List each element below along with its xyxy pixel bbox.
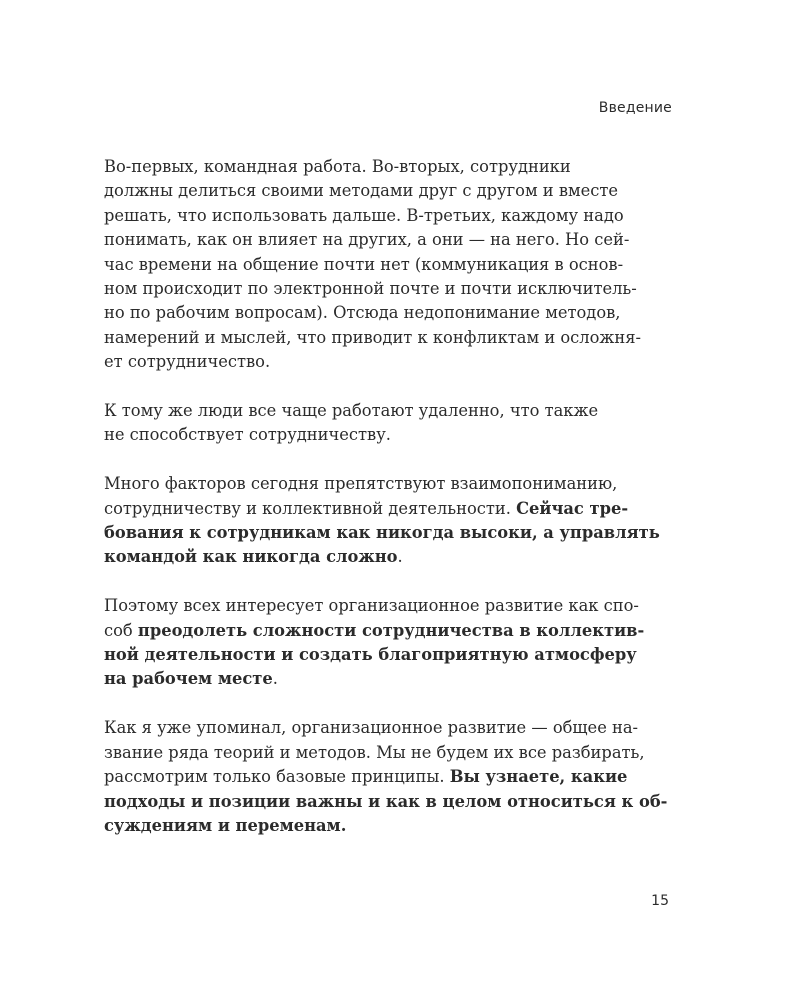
text-line [104,228,679,252]
text-line [104,155,679,179]
text-run: не способствует сотрудничеству. [104,425,391,445]
text-line [104,326,679,350]
text-line [104,253,679,277]
text-line [104,765,679,789]
text-run: решать, что использовать дальше. В-третьих, каждому надо [104,205,624,225]
text-line [104,423,679,447]
text-line [104,399,679,423]
paragraph [104,155,679,375]
text-run: должны делиться своими методами друг с другом и вместе [104,181,619,201]
bold-text: Вы узнаете, какие [449,767,628,787]
text-line [104,179,679,203]
text-line [104,814,679,838]
text-run: Поэтому всех интересует организационное развитие как спо- [104,596,639,616]
bold-text: командой как никогда сложно [104,547,398,567]
text-line [104,594,679,618]
text-run: К тому же люди все чаще работают удаленно, что также [104,401,599,421]
bold-text: бования к сотрудникам как никогда высоки, а управлять [104,523,660,543]
bold-text: на рабочем месте [104,669,273,689]
text-line [104,204,679,228]
text-line [104,643,679,667]
text-run: ет сотрудничество. [104,352,271,372]
bold-text: подходы и позиции важны и как в целом относиться к об- [104,791,668,811]
text-run: рассмотрим только базовые принципы. [104,767,450,787]
text-line [104,472,679,496]
paragraph [104,399,679,448]
text-line [104,497,679,521]
text-run: час времени на общение почти нет (коммуникация в основ- [104,254,624,274]
text-line [104,277,679,301]
bold-text: суждениям и переменам. [104,815,347,835]
paragraph [104,716,679,838]
text-run: . [397,547,403,567]
text-run: понимать, как он влияет на других, а они — на него. Но сей- [104,230,630,250]
text-run: но по рабочим вопросам). Отсюда недопонимание методов, [104,303,621,323]
bold-text: Сейчас тре- [516,498,629,518]
text-line [104,741,679,765]
text-run: сотрудничеству и коллективной деятельности. [104,498,517,518]
text-run: звание ряда теорий и методов. Мы не будем их все разбирать, [104,742,645,762]
bold-text: ной деятельности и создать благоприятную атмосферу [104,645,637,665]
text-line [104,790,679,814]
text-run: намерений и мыслей, что приводит к конфликтам и осложня- [104,327,642,347]
text-line [104,350,679,374]
text-line [104,619,679,643]
text-run: Много факторов сегодня препятствуют взаимопониманию, [104,474,618,494]
paragraph [104,472,679,570]
body-text [104,155,679,863]
running-head-title: Введение [598,100,672,116]
text-line [104,521,679,545]
text-run: соб [104,620,138,640]
text-run: Во-первых, командная работа. Во-вторых, сотрудники [104,157,571,176]
text-line [104,301,679,325]
text-run: . [272,669,278,689]
text-line [104,545,679,569]
text-line [104,667,679,691]
bold-text: преодолеть сложности сотрудничества в коллектив- [137,620,645,640]
text-line [104,716,679,740]
text-run: ном происходит по электронной почте и почти исключитель- [104,279,637,299]
paragraph [104,594,679,692]
text-run: Как я уже упоминал, организационное развитие — общее на- [104,718,639,738]
page-number: 15 [651,893,669,909]
